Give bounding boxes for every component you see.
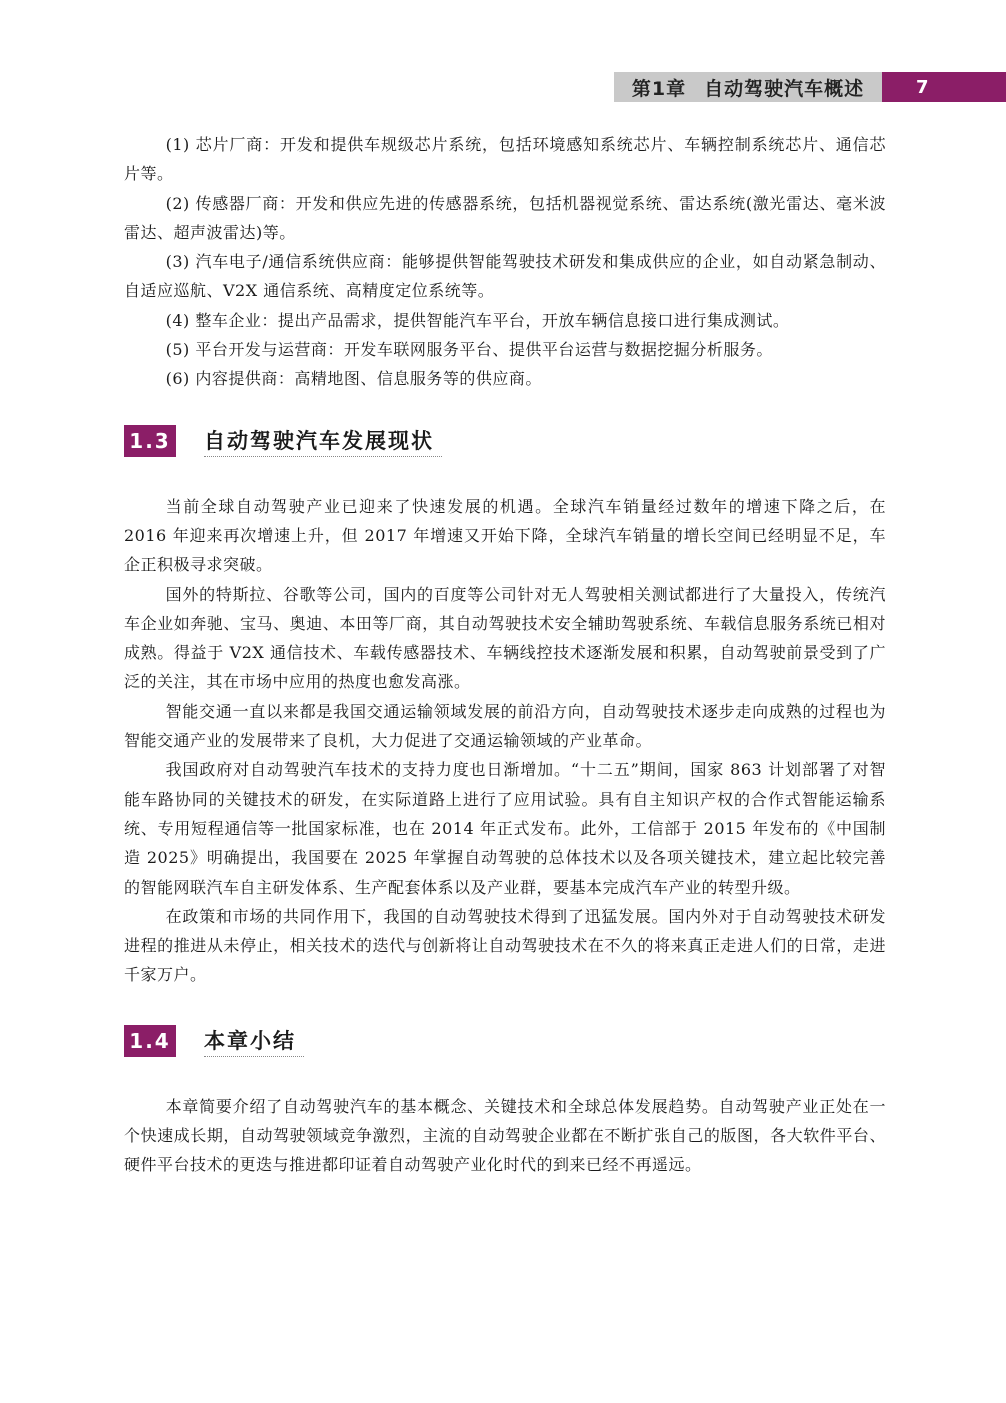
section-1-4-body (124, 1092, 886, 1180)
running-header (614, 72, 1006, 102)
paragraph: 在政策和市场的共同作用下，我国的自动驾驶技术得到了迅猛发展。国内外对于自动驾驶技术研发进程的推进从未停止，相关技术的迭代与创新将让自动驾驶技术在不久的将来真正走进人们的日常，走进千家万户。 (124, 906, 886, 985)
list-item: (6) 内容提供商：高精地图、信息服务等的供应商。 (165, 369, 542, 389)
page-number: 7 (882, 72, 1006, 102)
list-item: (5) 平台开发与运营商：开发车联网服务平台、提供平台运营与数据挖掘分析服务。 (165, 340, 773, 360)
section-1-3-body (124, 492, 886, 990)
section-number: 1.4 (124, 1025, 176, 1057)
chapter-title: 自动驾驶汽车概述 (704, 77, 865, 100)
chapter-header (614, 72, 882, 102)
list-item: (1) 芯片厂商：开发和提供车规级芯片系统，包括环境感知系统芯片、车辆控制系统芯片、通信芯片等。 (124, 135, 886, 184)
list-item: (4) 整车企业：提出产品需求，提供智能汽车平台，开放车辆信息接口进行集成测试。 (165, 310, 790, 330)
list-item: (3) 汽车电子/通信系统供应商：能够提供智能驾驶技术研发和集成供应的企业，如自动紧急制动、自适应巡航、V2X 通信系统、高精度定位系统等。 (124, 252, 886, 301)
section-heading-1-3 (124, 424, 886, 458)
section-title: 本章小结 (204, 1024, 304, 1057)
paragraph: 当前全球自动驾驶产业已迎来了快速发展的机遇。全球汽车销量经过数年的增速下降之后，在 2016 年迎来再次增速上升，但 2017 年增速又开始下降，全球汽车销量的增长空间已经明显不足，车企正积极寻求突破。 (124, 496, 886, 575)
paragraph: 本章简要介绍了自动驾驶汽车的基本概念、关键技术和全球总体发展趋势。自动驾驶产业正处在一个快速成长期，自动驾驶领域竞争激烈，主流的自动驾驶企业都在不断扩张自己的版图，各大软件平台、硬件平台技术的更迭与推进都印证着自动驾驶产业化时代的到来已经不再遥远。 (124, 1096, 886, 1175)
section-heading-1-4 (124, 1024, 886, 1058)
supplier-list (124, 130, 886, 394)
section-number: 1.3 (124, 425, 176, 457)
section-title: 自动驾驶汽车发展现状 (204, 424, 442, 457)
paragraph: 智能交通一直以来都是我国交通运输领域发展的前沿方向，自动驾驶技术逐步走向成熟的过程也为智能交通产业的发展带来了良机，大力促进了交通运输领域的产业革命。 (124, 701, 886, 751)
list-item: (2) 传感器厂商：开发和供应先进的传感器系统，包括机器视觉系统、雷达系统(激光雷达、毫米波雷达、超声波雷达)等。 (124, 193, 886, 242)
chapter-number: 第1章 (631, 77, 687, 100)
page-body (124, 130, 886, 1180)
paragraph: 国外的特斯拉、谷歌等公司，国内的百度等公司针对无人驾驶相关测试都进行了大量投入，传统汽车企业如奔驰、宝马、奥迪、本田等厂商，其自动驾驶技术安全辅助驾驶系统、车载信息服务系统已相对成熟。得益于 V2X 通信技术、车载传感器技术、车辆线控技术逐渐发展和积累，自动驾驶前景受到了广泛的关注，其在市场中应用的热度也愈发高涨。 (124, 584, 886, 692)
paragraph: 我国政府对自动驾驶汽车技术的支持力度也日渐增加。“十二五”期间，国家 863 计划部署了对智能车路协同的关键技术的研发，在实际道路上进行了应用试验。具有自主知识产权的合作式智能运输系统、专用短程通信等一批国家标准，也在 2014 年正式发布。此外，工信部于 2015 年发布的《中国制造 2025》明确提出，我国要在 2025 年掌握自动驾驶的总体技术以及各项关键技术，建立起比较完善的智能网联汽车自主研发体系、生产配套体系以及产业群，要基本完成汽车产业的转型升级。 (124, 760, 886, 897)
